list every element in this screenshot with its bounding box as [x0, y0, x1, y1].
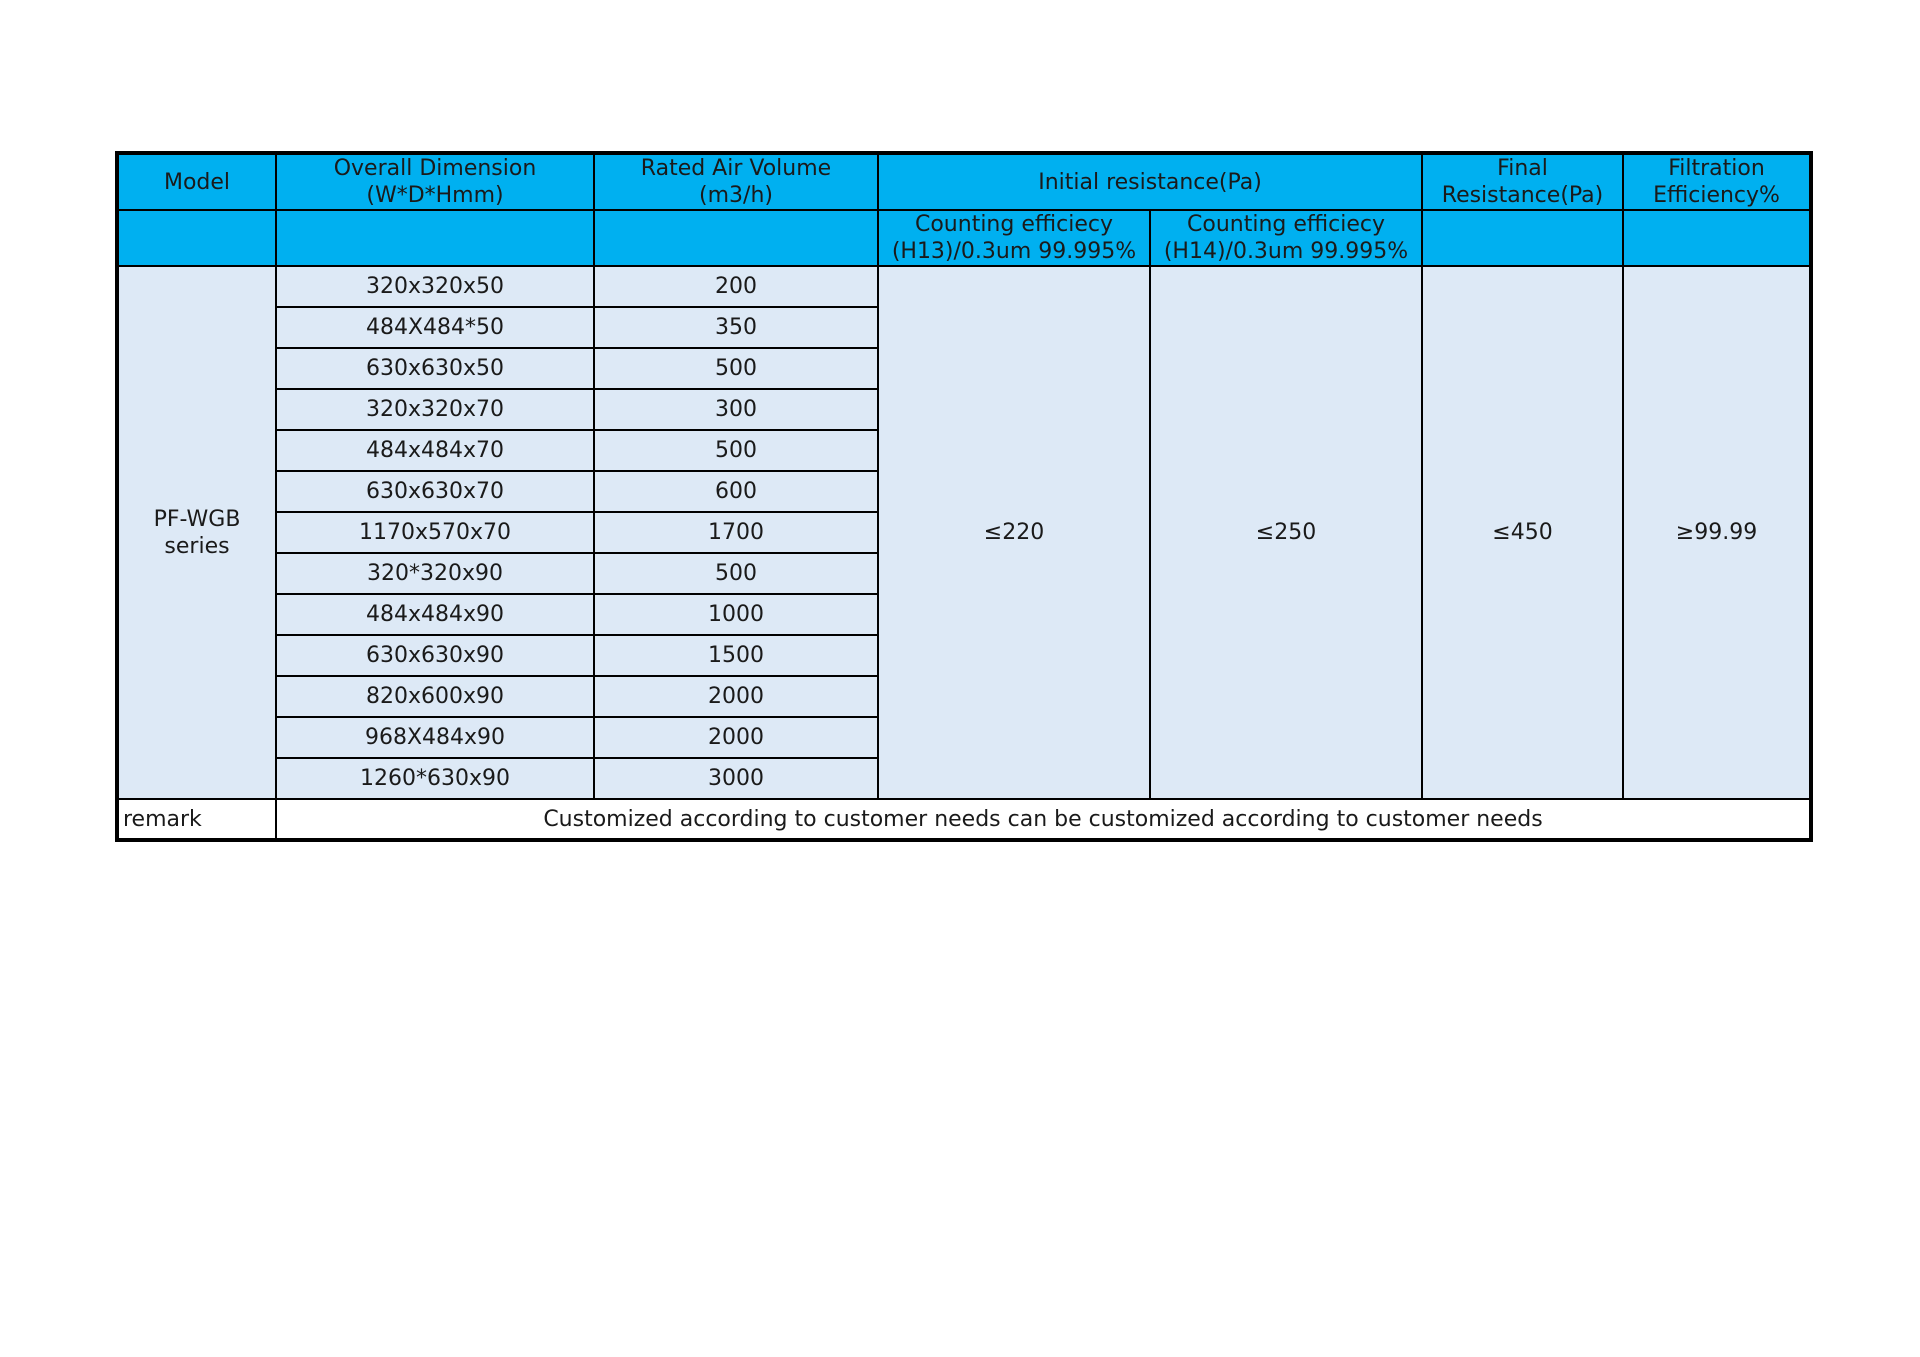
header-h13-efficiency: Counting efficiecy (H13)/0.3um 99.995% [878, 210, 1150, 266]
header-empty-cell [594, 210, 878, 266]
dimension-cell: 820x600x90 [276, 676, 594, 717]
header-h14-efficiency: Counting efficiecy (H14)/0.3um 99.995% [1150, 210, 1422, 266]
dimension-cell: 968X484x90 [276, 717, 594, 758]
volume-cell: 2000 [594, 717, 878, 758]
header-empty-cell [1623, 210, 1811, 266]
volume-cell: 2000 [594, 676, 878, 717]
spec-table [115, 151, 1813, 842]
volume-cell: 500 [594, 348, 878, 389]
remark-text: Customized according to customer needs can be customized according to customer needs [276, 799, 1811, 840]
dimension-cell: 484x484x70 [276, 430, 594, 471]
dimension-cell: 630x630x50 [276, 348, 594, 389]
header-empty-cell [1422, 210, 1623, 266]
model-name-cell: PF-WGB series [117, 266, 276, 799]
final-resistance-cell: ≤450 [1422, 266, 1623, 799]
volume-cell: 1500 [594, 635, 878, 676]
header-row-2 [117, 210, 1811, 266]
remark-row [117, 799, 1811, 840]
volume-cell: 1000 [594, 594, 878, 635]
header-initial-resistance: Initial resistance(Pa) [878, 153, 1422, 210]
h13-resistance-cell: ≤220 [878, 266, 1150, 799]
h14-resistance-cell: ≤250 [1150, 266, 1422, 799]
header-row-1 [117, 153, 1811, 210]
header-empty-cell [276, 210, 594, 266]
header-overall-dimension: Overall Dimension (W*D*Hmm) [276, 153, 594, 210]
filtration-efficiency-cell: ≥99.99 [1623, 266, 1811, 799]
volume-cell: 350 [594, 307, 878, 348]
volume-cell: 500 [594, 553, 878, 594]
dimension-cell: 320*320x90 [276, 553, 594, 594]
dimension-cell: 484X484*50 [276, 307, 594, 348]
volume-cell: 300 [594, 389, 878, 430]
dimension-cell: 484x484x90 [276, 594, 594, 635]
dimension-cell: 1260*630x90 [276, 758, 594, 799]
dimension-cell: 630x630x90 [276, 635, 594, 676]
header-rated-air-volume: Rated Air Volume (m3/h) [594, 153, 878, 210]
volume-cell: 600 [594, 471, 878, 512]
dimension-cell: 630x630x70 [276, 471, 594, 512]
table-row [117, 266, 1811, 307]
dimension-cell: 320x320x50 [276, 266, 594, 307]
volume-cell: 500 [594, 430, 878, 471]
dimension-cell: 1170x570x70 [276, 512, 594, 553]
header-model: Model [117, 153, 276, 210]
header-final-resistance: Final Resistance(Pa) [1422, 153, 1623, 210]
volume-cell: 1700 [594, 512, 878, 553]
dimension-cell: 320x320x70 [276, 389, 594, 430]
header-empty-cell [117, 210, 276, 266]
header-filtration-efficiency: Filtration Efficiency% [1623, 153, 1811, 210]
volume-cell: 3000 [594, 758, 878, 799]
volume-cell: 200 [594, 266, 878, 307]
remark-label: remark [117, 799, 276, 840]
